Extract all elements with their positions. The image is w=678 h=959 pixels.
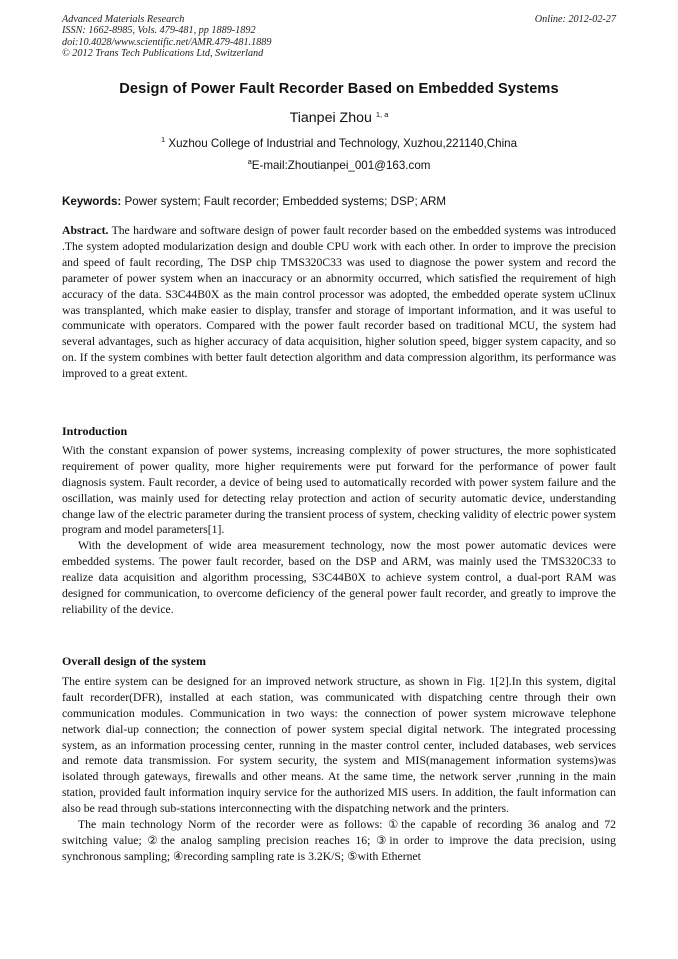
- affiliation: [0, 137, 678, 150]
- introduction-section: [62, 424, 616, 618]
- issn-line: ISSN: 1662-8985, Vols. 479-481, pp 1889-1892: [62, 25, 256, 37]
- overall-design-paragraph: The main technology Norm of the recorder were as follows: ①the capable of recording 36 analog and 72 switching value; ②the analog sampling precision reaches 16; ③in order to improve the data precision, using synchronous sampling; ④recording sampling rate is 3.2K/S; ⑤with Ethernet: [62, 818, 616, 863]
- keywords-text: Power system; Fault recorder; Embedded systems; DSP; ARM: [124, 195, 447, 208]
- journal-name: Advanced Materials Research: [62, 14, 185, 25]
- overall-design-heading: Overall design of the system: [62, 654, 206, 668]
- email-line: [0, 159, 678, 172]
- overall-design-section: [62, 654, 616, 865]
- running-header-left: [62, 14, 271, 60]
- abstract-label: Abstract.: [62, 224, 109, 237]
- online-date: Online: 2012-02-27: [534, 14, 616, 25]
- doi-line: doi:10.4028/www.scientific.net/AMR.479-481.1889: [62, 36, 272, 48]
- introduction-paragraph: With the constant expansion of power systems, increasing complexity of power structures, the more sophisticated requirement of power quality, more higher requirements were put forward for the performance of power fault diagnosis system. Fault recorder, a device of being used to automatically recorded with power system failure and the oscillation, was mainly used for detecting relay protection and action of security automatic device, understanding change law of the electric parameter during the transient process of system, checking validity of electric power system program and model parameters[1].: [62, 443, 616, 537]
- affiliation-sup: 1: [160, 135, 166, 144]
- email-sup: a: [247, 157, 252, 166]
- copyright-line: © 2012 Trans Tech Publications Ltd, Switzerland: [62, 48, 264, 60]
- overall-design-paragraph: The entire system can be designed for an improved network structure, as shown in Fig. 1[2].In this system, digital fault recorder(DFR), installed at each station, was communicated with dispatching centre through their own communication modules. Communication in two ways: the connection of power system microwave telephone network dial-up connection; the connection of power system special digital network. The integrated processing system, as an information processing center, running in the master control center, included databases, web services and remote data transmission. For system security, the system and MIS(management information systems)was isolated through gateways, firewalls and other means. At the same time, the network server ,running in the main station, provided fault information inquiry service for the authorized MIS users. In addition, the fault information can also be read through sub-stations interconnecting with the dispatching network and the printers.: [62, 674, 616, 816]
- keywords: [62, 195, 616, 208]
- author-line: [0, 110, 678, 126]
- affiliation-text: Xuzhou College of Industrial and Technology, Xuzhou,221140,China: [168, 137, 518, 150]
- abstract-text: The hardware and software design of power fault recorder based on the embedded systems was introduced .The system adopted modularization design and double CPU work with each other. In order to improve the precision and speed of fault recording, The DSP chip TMS320C33 was used to diagnose the power system and record the parameter of power system when an inaccuracy or an abnormity occurred, which satisfied the requirement of high accuracy of the data. S3C44B0X as the main control processor was adopted, the embedded operate system uClinux was transplanted, which make easier to display, transfer and storage of important information, and it was useful to communicate with operators. Compared with the power fault recorder based on traditional MCU, the system had several advantages, such as higher accuracy of data acquisition, higher solution speed, bigger system capacity, and so on. If the system combines with better fault detection algorithm and data compression algorithm, its performance was improved to a great extent.: [62, 224, 616, 381]
- email-text: E-mail:Zhoutianpei_001@163.com: [251, 159, 431, 172]
- introduction-paragraph: With the development of wide area measurement technology, now the most power automatic devices were embedded systems. The power fault recorder, based on the DSP and ARM, was mainly used the TMS320C33 to realize data acquisition and algorithm processing, S3C44B0X to achieve system control, a dual-port RAM was designed for communication, to overcome deficiency of the general power fault recorder, and greatly to improve the reliability of the device.: [62, 539, 616, 616]
- keywords-label: Keywords:: [62, 195, 122, 208]
- author-name: Tianpei Zhou: [289, 110, 372, 126]
- introduction-heading: Introduction: [62, 424, 128, 438]
- paper-title: Design of Power Fault Recorder Based on Embedded Systems: [119, 81, 559, 97]
- abstract: [62, 223, 616, 382]
- author-sup: 1, a: [375, 110, 389, 119]
